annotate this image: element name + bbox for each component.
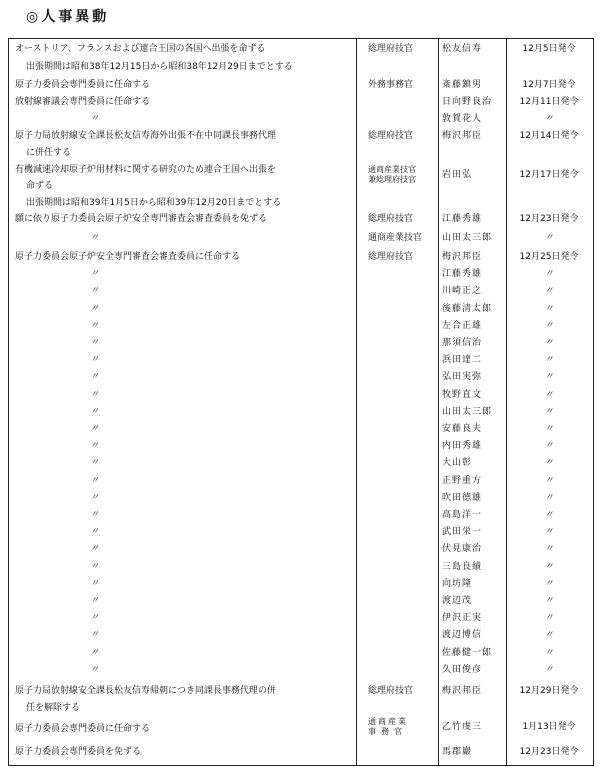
ditto-mark: 〃 — [90, 648, 100, 658]
entry-name: 那須信治 — [442, 338, 483, 348]
ditto-mark: 〃 — [544, 286, 554, 296]
entry-name: 斎藤鎮男 — [442, 80, 483, 90]
entry-name: 久田俊彦 — [442, 665, 483, 675]
page-title: ◎人事異動 — [26, 9, 110, 25]
ditto-mark: 〃 — [90, 286, 100, 296]
entry-office: 総理府技官 — [368, 131, 414, 141]
entry-office: 通商産業技官 — [368, 165, 416, 174]
ditto-mark: 〃 — [90, 390, 100, 400]
ditto-mark: 〃 — [544, 665, 554, 675]
entry-name: 浜田達二 — [442, 355, 483, 365]
entry-name: 後藤清太郎 — [442, 304, 493, 314]
entry-office: 総理府技官 — [368, 252, 414, 262]
entry-date: 1月13日発令 — [522, 722, 576, 732]
ditto-mark: 〃 — [544, 596, 554, 606]
entry-name: 弘田実弥 — [442, 372, 483, 382]
entry-name: 伊沢正実 — [442, 613, 483, 623]
entry-date: 12月11日発令 — [519, 97, 579, 107]
entry-office: 総理府技官 — [368, 214, 414, 224]
ditto-mark: 〃 — [544, 579, 554, 589]
entry-name: 梅沢邦臣 — [442, 131, 483, 141]
entry-office: 総理府技官 — [368, 44, 414, 54]
entry-date: 12月7日発令 — [522, 80, 576, 90]
ditto-mark: 〃 — [544, 510, 554, 520]
ditto-mark: 〃 — [90, 269, 100, 279]
entry-name: 馬郡巖 — [442, 747, 473, 757]
entry-date: 12月29日発令 — [519, 686, 579, 696]
ditto-mark: 〃 — [90, 372, 100, 382]
entry-name: 左合正雄 — [442, 321, 483, 331]
entry-text: 原子力委員会専門委員に任命する — [15, 724, 151, 734]
entry-name: 三島良績 — [442, 562, 483, 572]
entry-name: 牧野直文 — [442, 390, 483, 400]
ditto-mark: 〃 — [544, 648, 554, 658]
ditto-mark: 〃 — [544, 476, 554, 486]
ditto-mark: 〃 — [544, 114, 554, 124]
ditto-mark: 〃 — [90, 527, 100, 537]
entry-name: 梅沢邦臣 — [442, 252, 483, 262]
ditto-mark: 〃 — [90, 338, 100, 348]
ditto-mark: 〃 — [90, 458, 100, 468]
ditto-mark: 〃 — [90, 596, 100, 606]
entry-name: 伏見康治 — [442, 544, 483, 554]
ditto-mark: 〃 — [90, 630, 100, 640]
entry-office: 通商産業 — [368, 717, 408, 726]
entry-name: 山田太三郎 — [442, 407, 493, 417]
entry-text: オーストリア、フランスおよび連合王国の各国へ出張を命ずる — [15, 44, 266, 54]
ditto-mark: 〃 — [90, 562, 100, 572]
entry-text: 原子力委員会専門委員を免ずる — [15, 747, 142, 757]
ditto-mark: 〃 — [544, 407, 554, 417]
ditto-mark: 〃 — [544, 544, 554, 554]
ditto-mark: 〃 — [544, 613, 554, 623]
ditto-mark: 〃 — [90, 321, 100, 331]
entry-date: 12月23日発令 — [519, 747, 579, 757]
entry-name: 内田秀雄 — [442, 441, 483, 451]
entry-name: 敦賀花人 — [442, 114, 483, 124]
entry-name: 渡辺茂 — [442, 596, 473, 606]
entry-office: 総理府技官 — [368, 686, 414, 696]
ditto-mark: 〃 — [90, 233, 100, 243]
entry-text: 原子力委員会専門委員に任命する — [15, 80, 151, 90]
entry-name: 正野重方 — [442, 476, 483, 486]
entry-date: 12月23日発令 — [519, 214, 579, 224]
ditto-mark: 〃 — [90, 114, 100, 124]
entry-date: 12月17日発令 — [519, 170, 579, 180]
ditto-mark: 〃 — [90, 407, 100, 417]
entry-text: 原子力局放射線安全課長松友信寿海外出張不在中同課長事務代理 — [15, 131, 277, 141]
entry-name: 佐藤健一郎 — [442, 648, 493, 658]
ditto-mark: 〃 — [544, 458, 554, 468]
ditto-mark: 〃 — [544, 493, 554, 503]
column-divider — [506, 38, 507, 766]
entry-name: 大山彰 — [442, 458, 473, 468]
entry-name: 吹田徳雄 — [442, 493, 483, 503]
ditto-mark: 〃 — [544, 269, 554, 279]
entry-office: 兼総理府技官 — [368, 175, 416, 184]
entry-text: 有機減速冷却原子炉用材料に関する研究のため連合王国へ出張を — [15, 165, 277, 175]
entry-name: 武田栄一 — [442, 527, 483, 537]
ditto-mark: 〃 — [544, 562, 554, 572]
entry-text: 願に依り原子力委員会原子炉安全専門審査会審査委員を免ずる — [15, 214, 268, 224]
entry-office: 外務事務官 — [368, 80, 414, 90]
entry-name: 川崎正之 — [442, 286, 483, 296]
ditto-mark: 〃 — [90, 665, 100, 675]
ditto-mark: 〃 — [544, 304, 554, 314]
column-divider — [356, 38, 357, 766]
ditto-mark: 〃 — [544, 424, 554, 434]
ditto-mark: 〃 — [90, 493, 100, 503]
entry-name: 江藤秀雄 — [442, 214, 483, 224]
ditto-mark: 〃 — [544, 338, 554, 348]
ditto-mark: 〃 — [90, 613, 100, 623]
entry-text: 出張期間は昭和38年12月15日から昭和38年12月29日までとする — [26, 62, 293, 72]
ditto-mark: 〃 — [544, 527, 554, 537]
entry-name: 乙竹虔三 — [442, 722, 483, 732]
ditto-mark: 〃 — [544, 372, 554, 382]
entry-name: 松友信寿 — [442, 44, 483, 54]
entry-text: 出張期間は昭和39年1月5日から昭和39年12月20日までとする — [26, 198, 282, 208]
entry-office: 事務官 — [368, 727, 407, 736]
entry-name: 渡辺博信 — [442, 630, 483, 640]
ditto-mark: 〃 — [544, 630, 554, 640]
entry-date: 12月14日発令 — [519, 131, 579, 141]
entry-date: 12月25日発令 — [519, 252, 579, 262]
entry-text: 放射線審議会専門委員に任命する — [15, 97, 151, 107]
entry-name: 梅沢邦臣 — [442, 686, 483, 696]
ditto-mark: 〃 — [544, 321, 554, 331]
entry-text: 原子力委員会原子炉安全専門審査会審査委員に任命する — [15, 252, 241, 262]
entry-name: 高島洋一 — [442, 510, 483, 520]
entry-name: 向坊隆 — [442, 579, 473, 589]
entry-text: 命ずる — [26, 181, 54, 191]
entry-name: 安藤良夫 — [442, 424, 483, 434]
entry-name: 岩田弘 — [442, 170, 473, 180]
ditto-mark: 〃 — [90, 304, 100, 314]
entry-name: 日向野良治 — [442, 97, 493, 107]
ditto-mark: 〃 — [544, 233, 554, 243]
ditto-mark: 〃 — [544, 390, 554, 400]
ditto-mark: 〃 — [90, 579, 100, 589]
ditto-mark: 〃 — [90, 476, 100, 486]
ditto-mark: 〃 — [544, 441, 554, 451]
ditto-mark: 〃 — [90, 441, 100, 451]
entry-text: 任を解除する — [26, 703, 81, 713]
ditto-mark: 〃 — [90, 424, 100, 434]
ditto-mark: 〃 — [544, 355, 554, 365]
entry-office: 通商産業技官 — [368, 233, 423, 243]
entry-name: 江藤秀雄 — [442, 269, 483, 279]
ditto-mark: 〃 — [90, 510, 100, 520]
ditto-mark: 〃 — [90, 355, 100, 365]
entry-text: 原子力局放射線安全課長松友信寿帰朝につき同課長事務代理の併 — [15, 686, 276, 696]
entry-date: 12月5日発令 — [522, 44, 576, 54]
column-divider — [438, 38, 439, 766]
entry-name: 山田太三郎 — [442, 233, 493, 243]
entry-text: に併任する — [26, 148, 72, 158]
ditto-mark: 〃 — [90, 544, 100, 554]
